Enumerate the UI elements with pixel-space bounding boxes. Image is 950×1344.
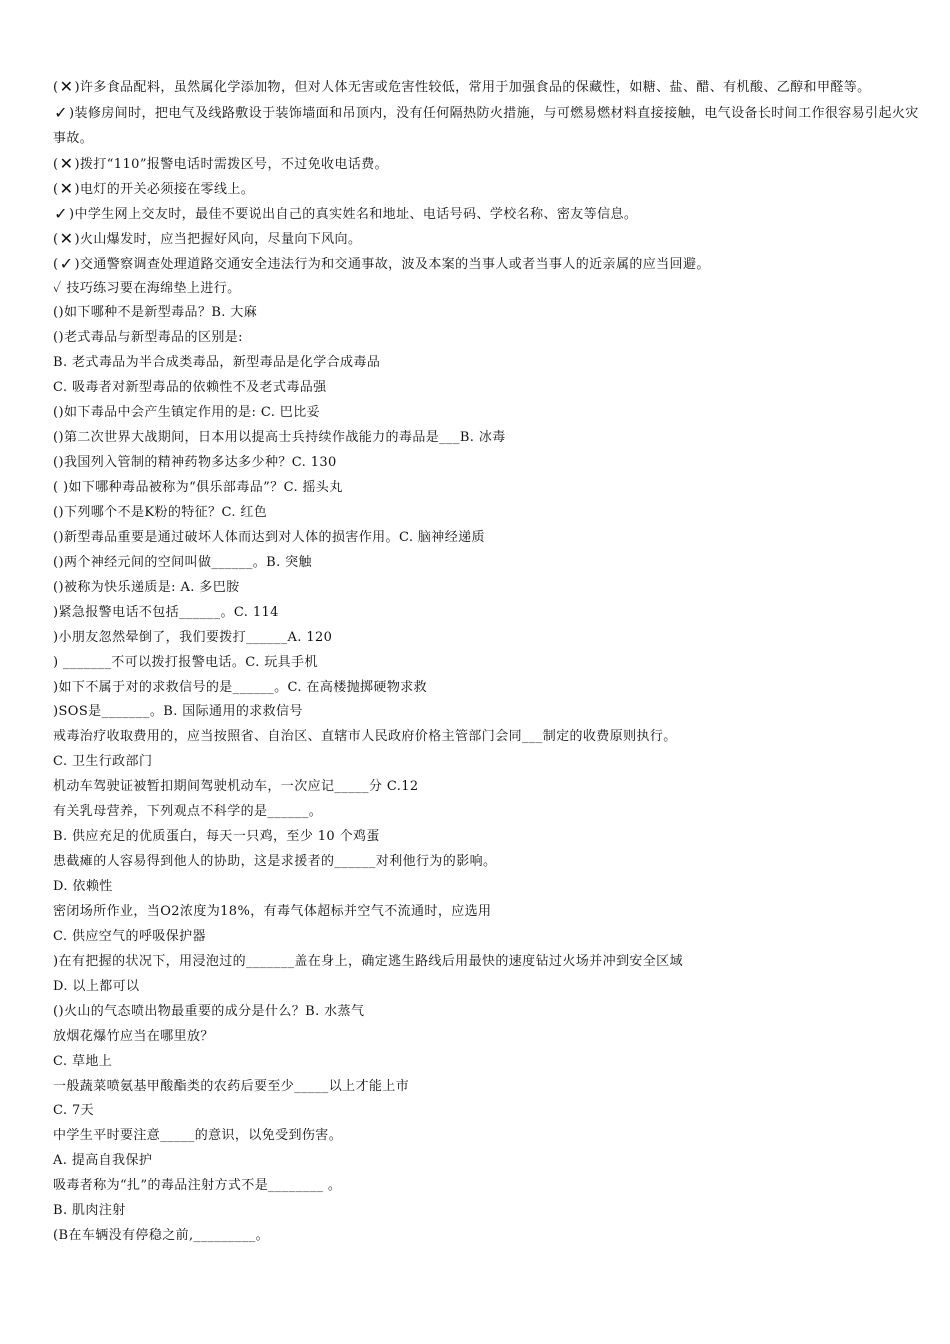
line-text: )电灯的开关必须接在零线上。 (74, 181, 255, 197)
line-text: C. 供应空气的呼吸保护器 (53, 928, 206, 944)
text-line (53, 601, 923, 626)
line-text: 密闭场所作业，当O2浓度为18%，有毒气体超标并空气不流通时，应选用 (53, 903, 492, 919)
line-text: )在有把握的状况下，用浸泡过的_______盖在身上，确定逃生路线后用最快的速度钻过火场并冲到安全区域 (53, 953, 683, 969)
text-line (53, 1149, 923, 1174)
text-line (53, 277, 923, 302)
text-line (53, 1025, 923, 1050)
text-line (53, 700, 923, 725)
line-text: (B在车辆没有停稳之前,_________。 (53, 1228, 270, 1244)
text-line (53, 451, 923, 476)
open-paren: ( (53, 231, 59, 247)
line-text: )许多食品配料，虽然属化学添加物，但对人体无害或危害性较低，常用于加强食品的保藏性，如糖、盐、醋、有机酸、乙醇和甲醛等。 (74, 79, 871, 95)
text-line (53, 950, 923, 975)
text-line (53, 476, 923, 501)
text-line (53, 252, 923, 277)
text-line (53, 1099, 923, 1124)
text-line (53, 1000, 923, 1025)
text-line (53, 925, 923, 950)
line-text: )拨打“110”报警电话时需拨区号，不过免收电话费。 (74, 156, 389, 172)
text-line (53, 376, 923, 401)
line-text: B. 老式毒品为半合成类毒品，新型毒品是化学合成毒品 (53, 355, 381, 371)
text-line (53, 501, 923, 526)
cross-mark-icon: ✕ (59, 178, 74, 198)
cross-mark-icon: ✕ (59, 77, 74, 96)
text-line (53, 800, 923, 825)
line-text: )装修房间时，把电气及线路敷设于装饰墙面和吊顶内，没有任何隔热防火措施，与可燃易燃材料直接接触，电气设备长时间工作很容易引起火灾事故。 (53, 105, 919, 146)
line-text: ()被称为快乐递质是: A. 多巴胺 (53, 579, 240, 595)
text-line (53, 426, 923, 451)
line-text: )交通警察调查处理道路交通安全违法行为和交通事故，波及本案的当事人或者当事人的近亲属的应当回避。 (74, 256, 710, 272)
line-text: )小朋友忽然晕倒了，我们要拨打______A. 120 (53, 629, 333, 645)
text-line (53, 576, 923, 601)
line-text: C. 7天 (53, 1103, 95, 1119)
open-paren: ( (53, 181, 59, 197)
text-line (53, 975, 923, 1000)
open-paren: ( (53, 256, 59, 272)
text-line (53, 401, 923, 426)
text-line (53, 1050, 923, 1075)
text-line (53, 551, 923, 576)
line-text: 有关乳母营养，下列观点不科学的是______。 (53, 804, 323, 820)
line-text: B. 肌肉注射 (53, 1203, 126, 1219)
text-line (53, 676, 923, 701)
text-line (53, 875, 923, 900)
line-text: )紧急报警电话不包括______。C. 114 (53, 604, 279, 620)
line-text: 放烟花爆竹应当在哪里放？ (53, 1028, 214, 1044)
line-text: D. 依赖性 (53, 879, 113, 895)
line-text: A. 提高自我保护 (53, 1153, 153, 1169)
text-line (53, 1199, 923, 1224)
text-line (53, 301, 923, 326)
line-text: ()老式毒品与新型毒品的区别是: (53, 330, 243, 346)
text-line (53, 526, 923, 551)
text-line (53, 626, 923, 651)
text-line (53, 227, 923, 252)
text-line (53, 725, 923, 750)
line-text: 一般蔬菜喷氨基甲酸酯类的农药后要至少_____以上才能上市 (53, 1078, 410, 1094)
line-text: 戒毒治疗收取费用的，应当按照省、自治区、直辖市人民政府价格主管部门会同___制定的收费原则执行。 (53, 729, 677, 745)
text-line (53, 1124, 923, 1149)
document-body (53, 75, 923, 1249)
line-text: )中学生网上交友时，最佳不要说出自己的真实姓名和地址、电话号码、学校名称、密友等信息。 (69, 206, 638, 222)
open-paren: ( (53, 79, 59, 95)
line-text: ) _______不可以拨打报警电话。C. 玩具手机 (53, 654, 318, 670)
text-line (53, 1224, 923, 1249)
line-text: B. 供应充足的优质蛋白，每天一只鸡，至少 10 个鸡蛋 (53, 829, 380, 845)
cross-mark-icon: ✕ (59, 153, 74, 173)
line-text: C. 吸毒者对新型毒品的依赖性不及老式毒品强 (53, 380, 327, 396)
line-text: C. 草地上 (53, 1053, 113, 1069)
line-text: D. 以上都可以 (53, 978, 140, 994)
line-text: ( )如下哪种毒品被称为“俱乐部毒品”？C. 摇头丸 (53, 480, 343, 496)
text-line (53, 1174, 923, 1199)
text-line (53, 75, 923, 101)
text-line (53, 202, 923, 227)
open-paren: ( (53, 156, 59, 172)
text-line (53, 850, 923, 875)
check-mark-icon: ✓ (54, 102, 68, 122)
line-text: )如下不属于对的求救信号的是______。C. 在高楼抛掷硬物求救 (53, 679, 428, 695)
text-line (53, 775, 923, 800)
line-text: 机动车驾驶证被暂扣期间驾驶机动车，一次应记_____分 C.12 (53, 779, 419, 795)
line-text: ()火山的气态喷出物最重要的成分是什么？B. 水蒸气 (53, 1003, 365, 1019)
text-line (53, 177, 923, 202)
line-text: ()两个神经元间的空间叫做______。B. 突触 (53, 554, 312, 570)
text-line (53, 825, 923, 850)
text-line (53, 651, 923, 676)
text-line (53, 750, 923, 775)
text-line (53, 900, 923, 925)
text-line (53, 152, 923, 177)
line-text: ()新型毒品重要是通过破坏人体而达到对人体的损害作用。C. 脑神经递质 (53, 529, 485, 545)
check-mark-icon: ✓ (59, 253, 74, 273)
line-text: 吸毒者称为“扎”的毒品注射方式不是________ 。 (53, 1178, 342, 1194)
text-line (53, 326, 923, 351)
text-line (53, 101, 923, 152)
line-text: ()下列哪个不是K粉的特征？C. 红色 (53, 504, 268, 520)
line-text: ()第二次世界大战期间，日本用以提高士兵持续作战能力的毒品是___B. 冰毒 (53, 430, 506, 446)
line-text: )火山爆发时，应当把握好风向，尽量向下风向。 (74, 231, 362, 247)
line-text: 患截瘫的人容易得到他人的协助，这是求援者的______对利他行为的影响。 (53, 854, 497, 870)
line-text: ()如下哪种不是新型毒品？B. 大麻 (53, 305, 258, 321)
text-line (53, 351, 923, 376)
check-mark-icon: ✓ (54, 203, 68, 223)
line-text: )SOS是_______。B. 国际通用的求救信号 (53, 704, 303, 720)
line-text: ✓ 技巧练习要在海绵垫上进行。 (53, 280, 241, 296)
line-text: C. 卫生行政部门 (53, 754, 153, 770)
line-text: ()如下毒品中会产生镇定作用的是: C. 巴比妥 (53, 405, 321, 421)
text-line (53, 1075, 923, 1100)
line-text: ()我国列入管制的精神药物多达多少种？C. 130 (53, 455, 337, 471)
line-text: 中学生平时要注意_____的意识，以免受到伤害。 (53, 1128, 343, 1144)
cross-mark-icon: ✕ (59, 228, 74, 248)
